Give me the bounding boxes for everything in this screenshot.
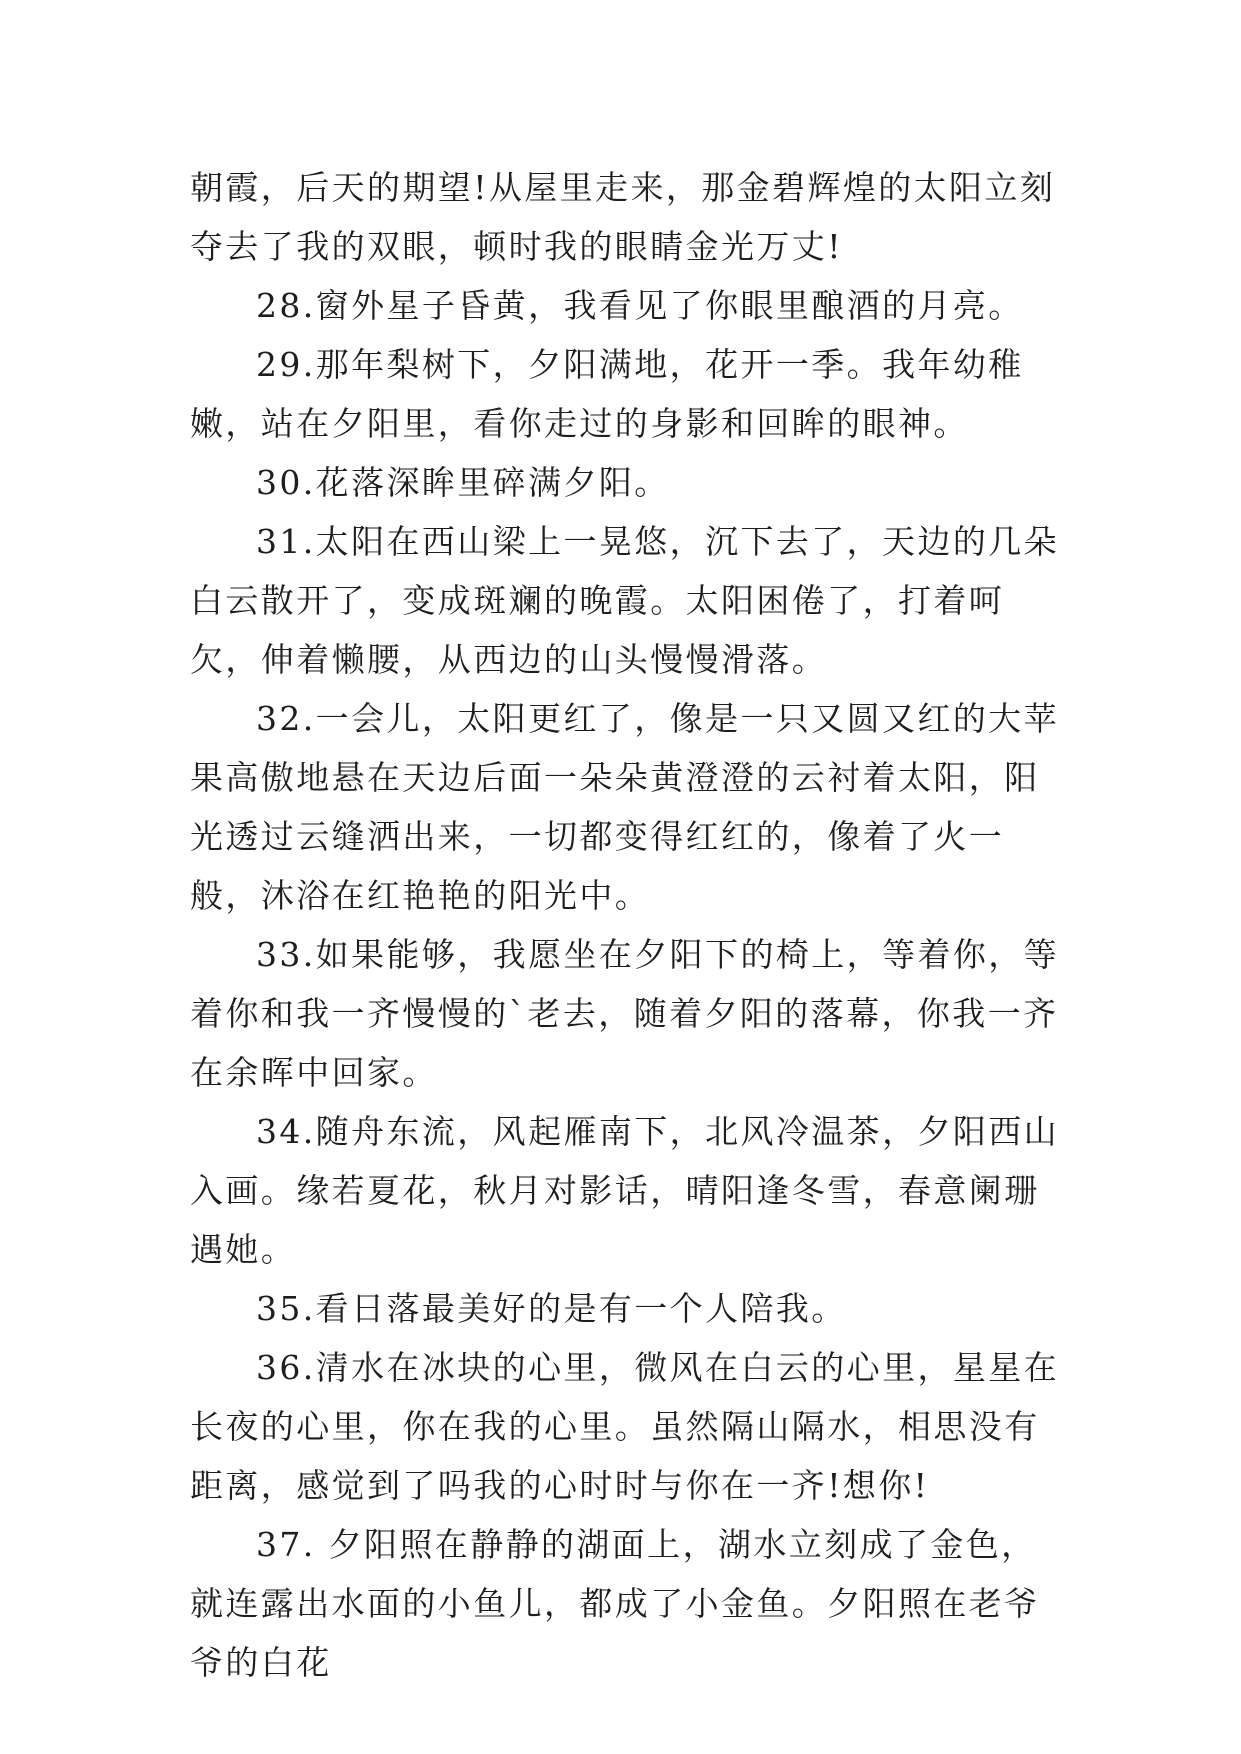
paragraph-36: 36.清水在冰块的心里，微风在白云的心里，星星在长夜的心里，你在我的心里。虽然隔山隔水，相思没有距离，感觉到了吗我的心时时与你在一齐!想你! [190, 1348, 1060, 1505]
paragraph-30: 30.花落深眸里碎满夕阳。 [256, 463, 670, 502]
paragraph-37: 37. 夕阳照在静静的湖面上，湖水立刻成了金色，就连露出水面的小鱼儿，都成了小金鱼。夕阳照在老爷爷的白花 [190, 1525, 1040, 1682]
paragraph-35: 35.看日落最美好的是有一个人陪我。 [256, 1289, 847, 1328]
paragraph-29: 29.那年梨树下，夕阳满地，花开一季。我年幼稚嫩，站在夕阳里，看你走过的身影和回眸的眼神。 [190, 345, 1024, 443]
document-body [190, 158, 1070, 1692]
paragraph-33: 33.如果能够，我愿坐在夕阳下的椅上，等着你，等着你和我一齐慢慢的`老去，随着夕阳的落幕，你我一齐在余晖中回家。 [190, 935, 1060, 1092]
paragraph-32: 32.一会儿，太阳更红了，像是一只又圆又红的大苹果高傲地悬在天边后面一朵朵黄澄澄的云衬着太阳，阳光透过云缝洒出来，一切都变得红红的，像着了火一般，沐浴在红艳艳的阳光中。 [190, 699, 1060, 915]
paragraph-34: 34.随舟东流，风起雁南下，北风冷温茶，夕阳西山入画。缘若夏花，秋月对影话，晴阳逢冬雪，春意阑珊遇她。 [190, 1112, 1060, 1269]
paragraph-28: 28.窗外星子昏黄，我看见了你眼里酿酒的月亮。 [256, 286, 1024, 325]
paragraph-31: 31.太阳在西山梁上一晃悠，沉下去了，天边的几朵白云散开了，变成斑斓的晚霞。太阳困倦了，打着呵欠，伸着懒腰，从西边的山头慢慢滑落。 [190, 522, 1060, 679]
paragraph-continuation: 朝霞，后天的期望!从屋里走来，那金碧辉煌的太阳立刻夺去了我的双眼，顿时我的眼睛金光万丈! [190, 168, 1056, 266]
